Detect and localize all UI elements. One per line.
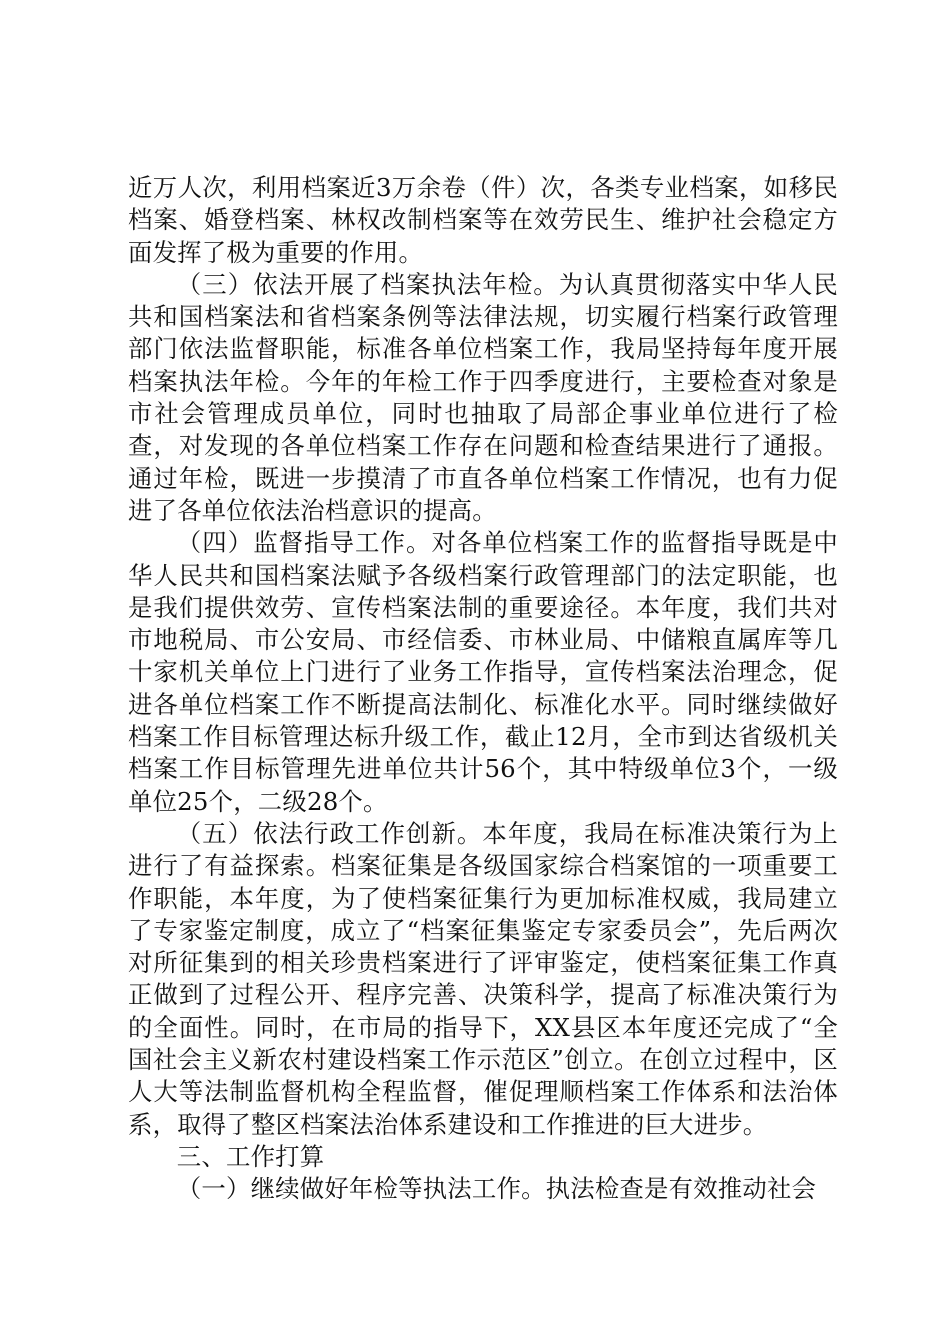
- document-page: [128, 172, 838, 1206]
- paragraph-supervision-guidance: （四）监督指导工作。对各单位档案工作的监督指导既是中华人民共和国档案法赋予各级档案行政管理部门的法定职能，也是我们提供效劳、宣传档案法制的重要途径。本年度，我们共对市地税局、市公安局、市经信委、市林业局、中储粮直属库等几十家机关单位上门进行了业务工作指导，宣传档案法治理念，促进各单位档案工作不断提高法制化、标准化水平。同时继续做好档案工作目标管理达标升级工作，截止12月，全市到达省级机关档案工作目标管理先进单位共计56个，其中特级单位3个，一级单位25个，二级28个。: [128, 528, 838, 816]
- paragraph-law-enforcement-inspection: （三）依法开展了档案执法年检。为认真贯彻落实中华人民共和国档案法和省档案条例等法律法规，切实履行档案行政管理部门依法监督职能，标准各单位档案工作，我局坚持每年度开展档案执法年检。今年的年检工作于四季度进行，主要检查对象是市社会管理成员单位，同时也抽取了局部企事业单位进行了检查，对发现的各单位档案工作存在问题和检查结果进行了通报。通过年检，既进一步摸清了市直各单位档案工作情况，也有力促进了各单位依法治档意识的提高。: [128, 269, 838, 525]
- paragraph-administrative-innovation: （五）依法行政工作创新。本年度，我局在标准决策行为上进行了有益探索。档案征集是各级国家综合档案馆的一项重要工作职能，本年度，为了使档案征集行为更加标准权威，我局建立了专家鉴定制度，成立了“档案征集鉴定专家委员会”，先后两次对所征集到的相关珍贵档案进行了评审鉴定，使档案征集工作真正做到了过程公开、程序完善、决策科学，提高了标准决策行为的全面性。同时，在市局的指导下，XX县区本年度还完成了“全国社会主义新农村建设档案工作示范区”创立。在创立过程中，区人大等法制监督机构全程监督，催促理顺档案工作体系和法治体系，取得了整区档案法治体系建设和工作推进的巨大进步。: [128, 818, 838, 1139]
- paragraph-continue-inspection: （一）继续做好年检等执法工作。执法检查是有效推动社会: [176, 1174, 817, 1204]
- section-heading-work-plan: 三、工作打算: [176, 1141, 325, 1171]
- paragraph-continuation: 近万人次，利用档案近3万余卷（件）次，各类专业档案，如移民档案、婚登档案、林权改制档案等在效劳民生、维护社会稳定方面发挥了极为重要的作用。: [128, 173, 838, 267]
